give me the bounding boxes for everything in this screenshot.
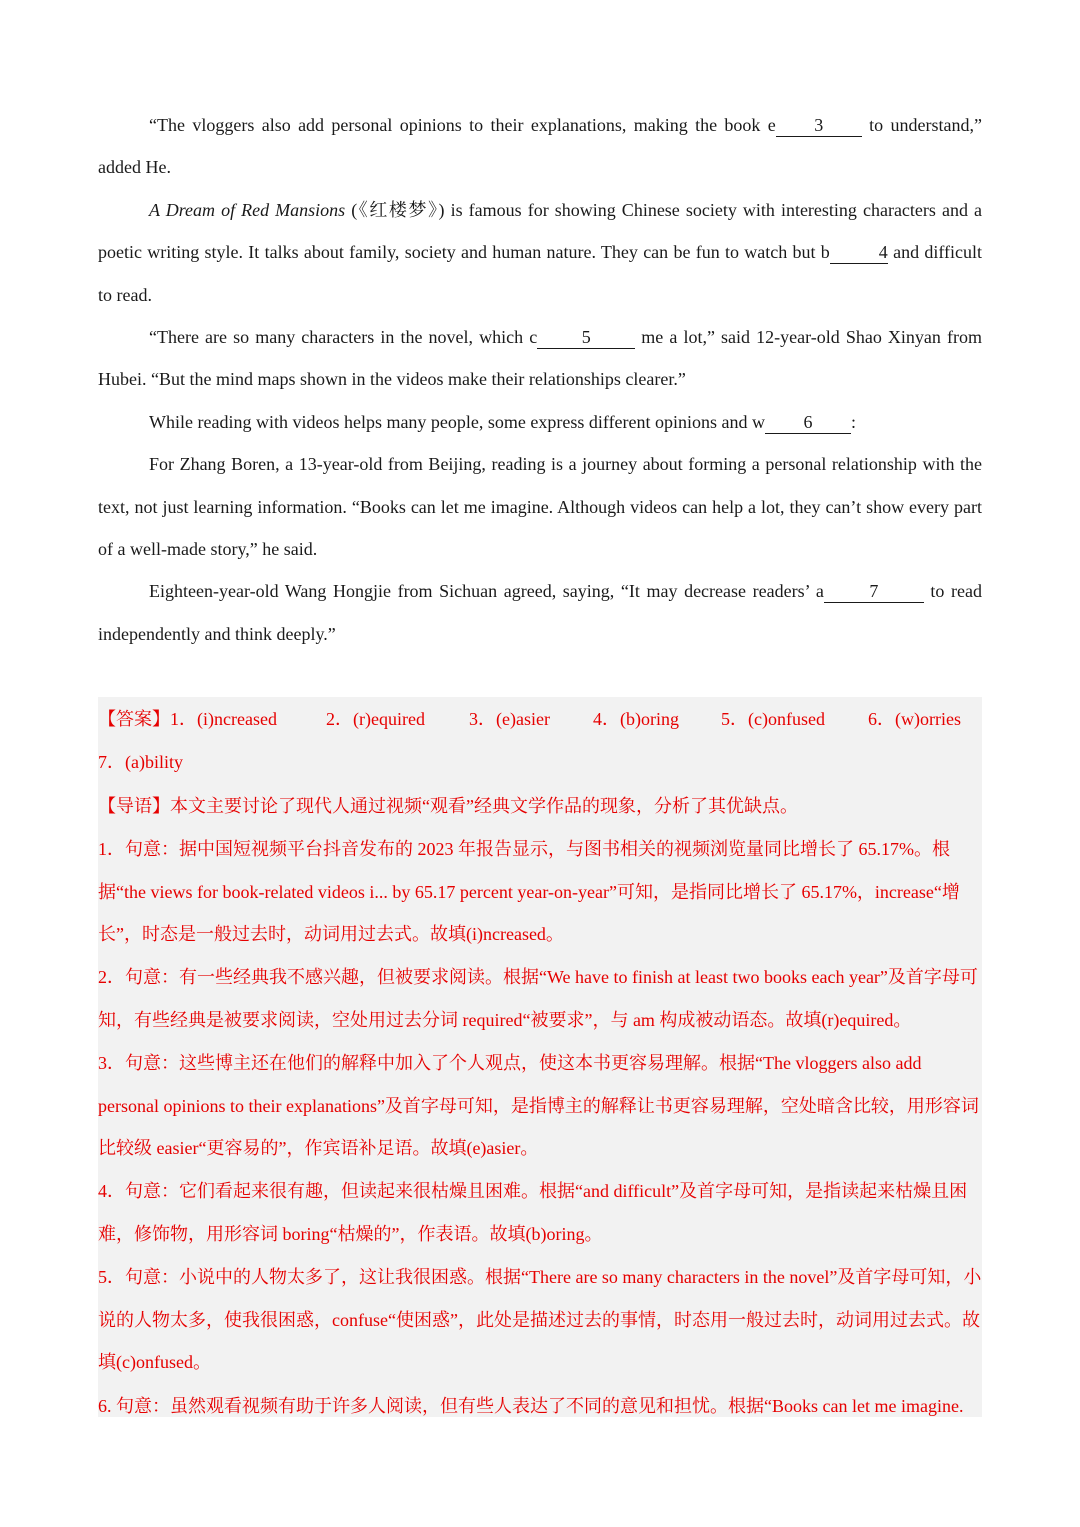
book-title: A Dream of Red Mansions <box>149 199 346 220</box>
blank-5: 5 <box>537 328 635 349</box>
answer-2: 2．(r)equired <box>326 709 425 729</box>
explanation-6: 6. 句意：虽然观看视频有助于许多人阅读，但有些人表达了不同的意见和担忧。根据“Books can let me imagine. <box>98 1395 964 1416</box>
answer-3: 3．(e)asier <box>469 709 550 729</box>
explanation-1: 1．句意：据中国短视频平台抖音发布的 2023 年报告显示，与图书相关的视频浏览量同比增长了 65.17%。根据“the views for book-related videos i... by 65.17 percent year-on-year”可知，是指同比增长了 65.17%，increase“增长”，时态是一般过去时，动词用过去式。故填(i)ncreased。 <box>98 839 960 945</box>
explanation-2: 2．句意：有一些经典我不感兴趣，但被要求阅读。根据“We have to finish at least two books each year”及首字母可知，有些经典是被要求阅读，空处用过去分词 required“被要求”，与 am 构成被动语态。故填(r)equired。 <box>98 967 978 1030</box>
answer-4: 4．(b)oring <box>593 709 679 729</box>
text: : <box>851 411 857 432</box>
reading-passage <box>98 104 982 655</box>
answer-list <box>98 697 982 740</box>
paragraph-8 <box>98 570 982 655</box>
text: and difficult to read. <box>98 242 982 305</box>
text: me a lot,” said 12-year-old Shao Xinyan from Hubei. “But the mind maps shown in the videos make their relationships clearer.” <box>98 327 982 390</box>
answer-section <box>98 697 982 1417</box>
answer-5: 5．(c)onfused <box>721 709 825 729</box>
text: to understand,” added He. <box>98 115 983 178</box>
blank-6: 6 <box>765 413 851 434</box>
guide-text: 【导语】本文主要讨论了现代人通过视频“观看”经典文学作品的现象，分析了其优缺点。 <box>98 795 798 816</box>
paragraph-3 <box>98 104 982 189</box>
blank-7: 7 <box>824 582 924 603</box>
text: to read independently and think deeply.” <box>98 581 982 644</box>
text: is famous for showing Chinese society with interesting characters and a poetic writing style. It talks about family, society and human nature. They can be fun to watch but b <box>98 199 982 263</box>
paragraph-4 <box>98 189 982 316</box>
text: Eighteen-year-old Wang Hongjie from Sichuan agreed, saying, “It may decrease readers’ a <box>149 581 824 602</box>
blank-4: 4 <box>830 243 888 264</box>
text: “There are so many characters in the novel, which c <box>149 327 538 348</box>
book-title-cn: (《红楼梦》) <box>345 199 445 220</box>
answer-6: 6．(w)orries <box>868 709 961 729</box>
explanation-5: 5．句意：小说中的人物太多了，这让我很困惑。根据“There are so many characters in the novel”及首字母可知，小说的人物太多，使我很困惑，confuse“使困惑”，此处是描述过去的事情，时态用一般过去时，动词用过去式。故填(c)onfused。 <box>98 1267 982 1373</box>
answer-7: 7．(a)bility <box>98 752 183 773</box>
explanation-4: 4．句意：它们看起来很有趣，但读起来很枯燥且困难。根据“and difficult”及首字母可知，是指读起来枯燥且困难，修饰物，用形容词 boring“枯燥的”，作表语。故填(b)oring。 <box>98 1181 968 1244</box>
answer-1: 【答案】1．(i)ncreased <box>98 709 277 729</box>
blank-3: 3 <box>776 116 862 137</box>
paragraph-5 <box>98 316 982 401</box>
paragraph-6 <box>98 401 982 443</box>
text: While reading with videos helps many people, some express different opinions and w <box>149 411 766 432</box>
paragraph-7: For Zhang Boren, a 13-year-old from Beijing, reading is a journey about forming a personal relationship with the text, not just learning information. “Books can let me imagine. Although videos can help a lot, they can’t show every part of a well-made story,” he said. <box>98 454 982 560</box>
explanation-3: 3．句意：这些博主还在他们的解释中加入了个人观点，使这本书更容易理解。根据“The vloggers also add personal opinions to their explanations”及首字母可知，是指博主的解释让书更容易理解，空处暗含比较，用形容词比较级 easier“更容易的”，作宾语补足语。故填(e)asier。 <box>98 1053 979 1159</box>
text: “The vloggers also add personal opinions to their explanations, making the book e <box>149 115 776 135</box>
